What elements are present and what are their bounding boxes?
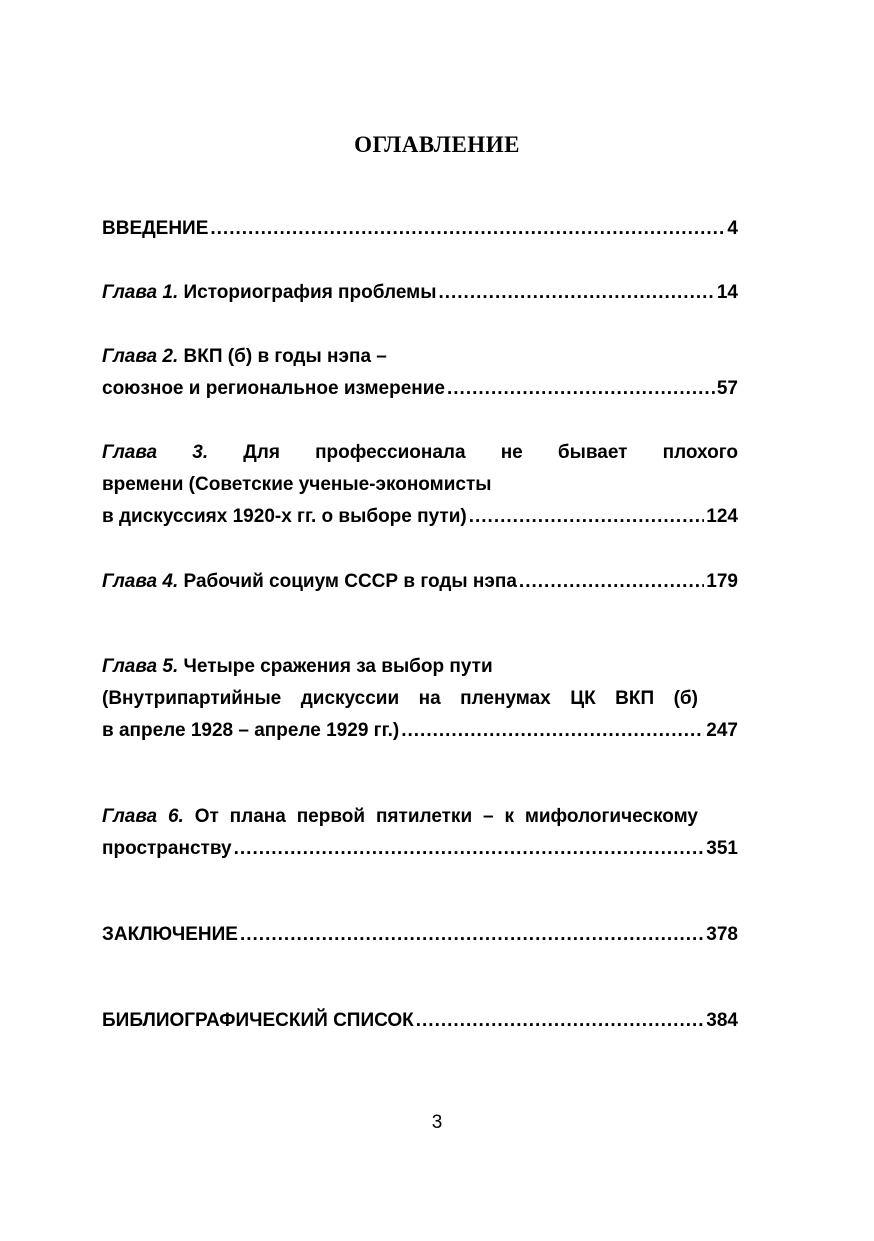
toc-page-number: 124 <box>706 506 738 527</box>
toc-page-number: 179 <box>706 571 738 592</box>
chapter-label: Глава 4. <box>102 571 179 592</box>
chapter-label: Глава 1. <box>102 282 179 303</box>
toc-page-number: 378 <box>706 924 738 945</box>
dot-leader <box>416 1005 705 1037</box>
toc-entry-line <box>102 715 738 747</box>
toc-page-number: 14 <box>716 282 738 303</box>
page-title: ОГЛАВЛЕНИЕ <box>354 132 520 157</box>
dot-leader <box>401 715 704 747</box>
dot-leader <box>519 566 704 598</box>
chapter-title: Рабочий социум СССР в годы нэпа <box>178 571 517 592</box>
toc-entry-title: ВВЕДЕНИЕ <box>102 218 209 239</box>
toc-entry-title: БИБЛИОГРАФИЧЕСКИЙ СПИСОК <box>102 1010 414 1031</box>
toc-entry-line <box>102 1005 738 1037</box>
dot-leader <box>447 373 715 405</box>
toc-entry-title: ЗАКЛЮЧЕНИЕ <box>102 924 238 945</box>
toc-entry-line <box>102 437 738 469</box>
toc-entry-chapter-5[interactable] <box>102 651 738 747</box>
toc-entry-chapter-4[interactable] <box>102 566 738 598</box>
dot-leader <box>469 501 705 533</box>
chapter-label: Глава 6. <box>102 806 184 827</box>
chapter-title-continued: в апреле 1928 – апреле 1929 гг.) <box>102 720 400 741</box>
toc-entry-line <box>102 213 738 245</box>
toc-page-number: 57 <box>716 378 738 399</box>
toc-entry-line <box>102 501 738 533</box>
chapter-title: От плана первой пятилетки – к мифологическому <box>183 806 698 827</box>
dot-leader <box>210 213 725 245</box>
toc-entry-chapter-6[interactable] <box>102 801 738 865</box>
chapter-title: Историография проблемы <box>178 282 437 303</box>
toc-entry-line <box>102 341 738 373</box>
chapter-title: Четыре сражения за выбор пути <box>178 656 493 677</box>
dot-leader <box>438 277 714 309</box>
toc-page-number: 4 <box>727 218 738 239</box>
toc-entry-line <box>102 919 738 951</box>
toc-entry-line <box>102 833 738 865</box>
chapter-title: ВКП (б) в годы нэпа – <box>178 346 387 367</box>
dot-leader <box>240 919 704 951</box>
chapter-title: Для профессионала не бывает плохого <box>208 442 738 463</box>
toc-entry-line: времени (Советские ученые-экономисты <box>102 474 492 495</box>
toc-entry-line <box>102 277 738 309</box>
dot-leader <box>234 833 705 865</box>
toc-page-number: 247 <box>706 720 738 741</box>
toc-entry-line <box>102 373 738 405</box>
chapter-label: Глава 5. <box>102 656 179 677</box>
toc-entry-line <box>102 651 738 683</box>
chapter-label: Глава 2. <box>102 346 179 367</box>
toc-entry-introduction[interactable] <box>102 213 738 245</box>
toc-entry-line <box>102 566 738 598</box>
toc-page-number: 351 <box>706 838 738 859</box>
toc-entry-chapter-3[interactable] <box>102 437 738 533</box>
toc-page-number: 384 <box>706 1010 738 1031</box>
chapter-label: Глава 3. <box>102 442 209 463</box>
chapter-title-continued: в дискуссиях 1920-х гг. о выборе пути) <box>102 506 467 527</box>
toc-entry-title <box>102 566 517 598</box>
toc-entry-chapter-2[interactable] <box>102 341 738 405</box>
toc-entry-bibliography[interactable] <box>102 1005 738 1037</box>
chapter-title-continued: союзное и региональное измерение <box>102 378 445 399</box>
toc-entry-conclusion[interactable] <box>102 919 738 951</box>
page-number: 3 <box>431 1112 443 1133</box>
toc-entry-line: (Внутрипартийные дискуссии на пленумах ЦК ВКП (б) <box>102 688 698 709</box>
toc-entry-chapter-1[interactable] <box>102 277 738 309</box>
toc-entry-title <box>102 277 436 309</box>
toc-entry-line <box>102 801 698 833</box>
chapter-title-continued: пространству <box>102 838 232 859</box>
